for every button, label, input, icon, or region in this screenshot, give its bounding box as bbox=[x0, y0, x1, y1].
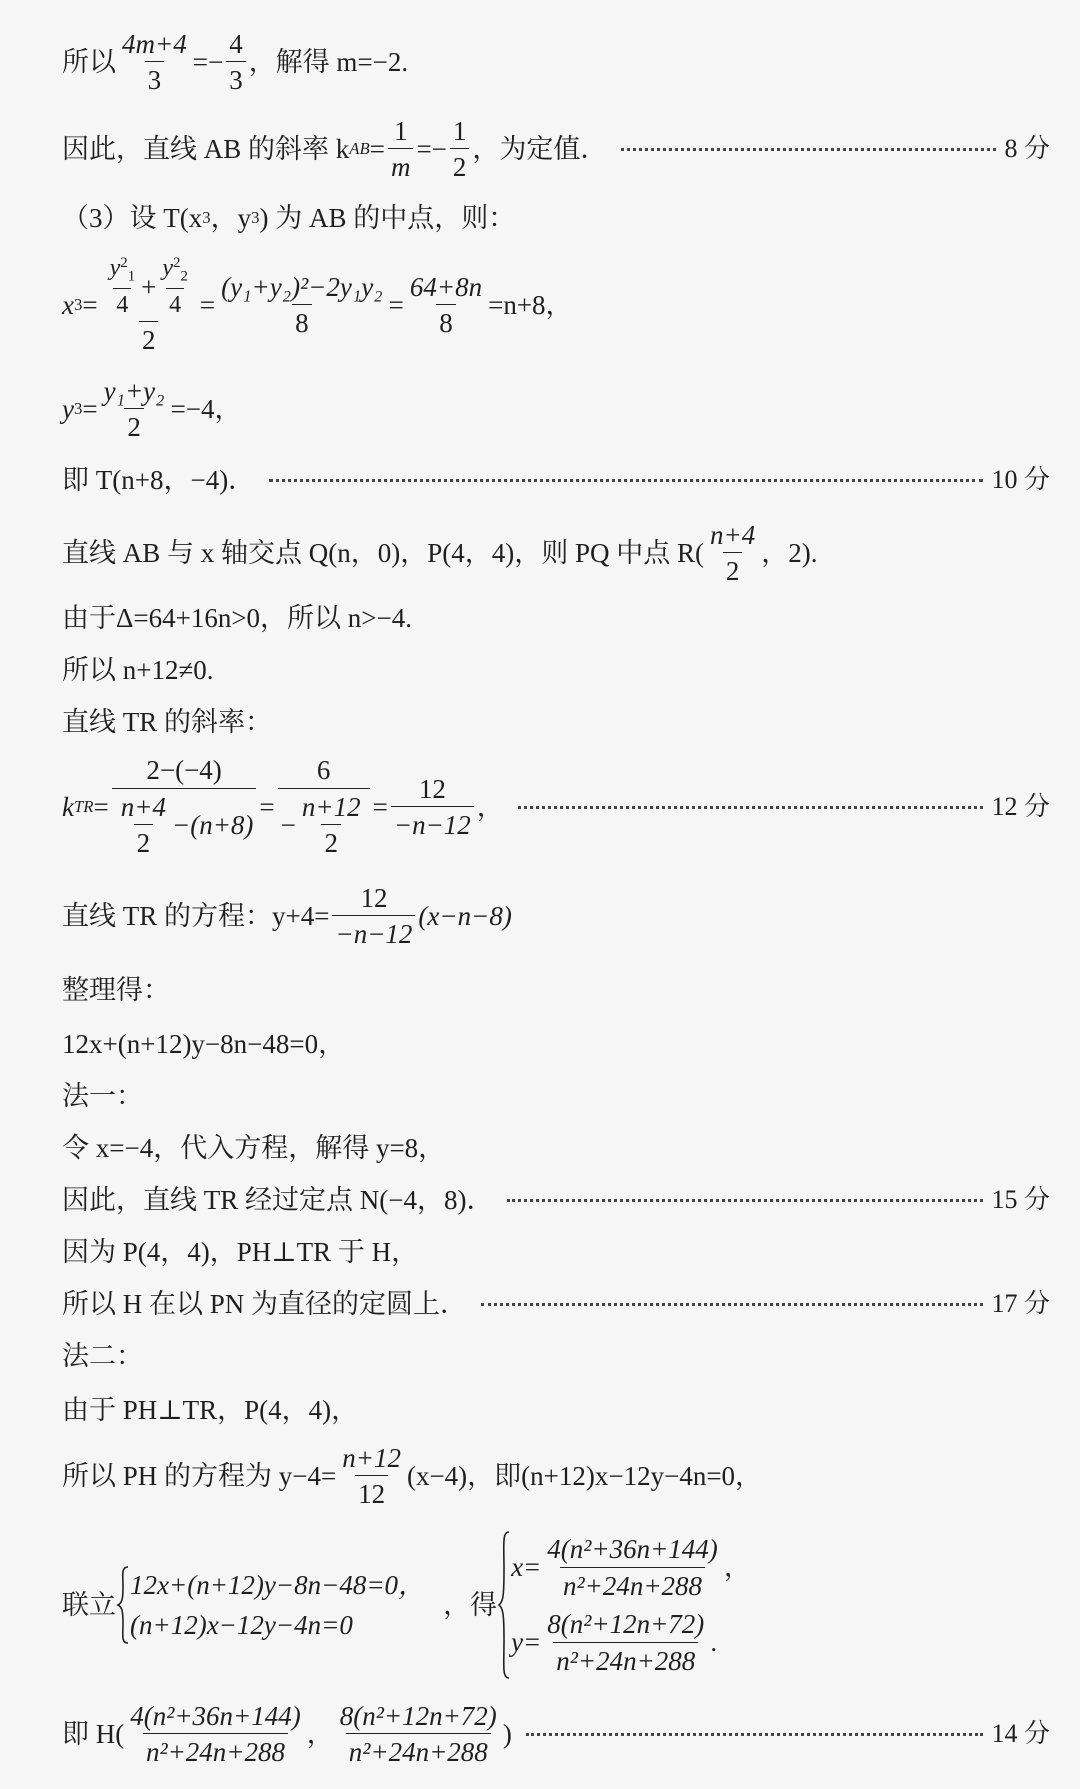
numerator: 6 bbox=[316, 755, 331, 786]
text: ， bbox=[306, 1718, 334, 1749]
text: 法二： bbox=[62, 1340, 143, 1371]
text: −(n+8) bbox=[171, 810, 254, 840]
line-n12 bbox=[62, 652, 1050, 688]
text: =−4， bbox=[170, 393, 242, 424]
text: （3）设 T(x bbox=[62, 202, 203, 233]
text: 因此，直线 AB 的斜率 k bbox=[62, 133, 350, 164]
fraction bbox=[127, 1702, 304, 1767]
text: 即 H( bbox=[62, 1718, 125, 1749]
line-part3 bbox=[62, 200, 1050, 236]
numerator bbox=[107, 256, 139, 288]
fraction bbox=[299, 793, 364, 858]
text: 因此，直线 TR 经过定点 N(−4，8)． bbox=[62, 1184, 494, 1215]
fraction bbox=[544, 1610, 707, 1675]
denominator: 2 bbox=[723, 552, 743, 585]
numerator: 4(n²+36n+144) bbox=[130, 1700, 301, 1731]
numerator: 64+8n bbox=[409, 271, 483, 302]
fraction bbox=[101, 377, 168, 442]
subscript: AB bbox=[349, 138, 370, 158]
text: 即 T(n+8，−4)． bbox=[62, 464, 256, 495]
text: = bbox=[82, 289, 98, 320]
line-k-tr bbox=[62, 752, 1050, 862]
denominator: 8 bbox=[292, 304, 312, 337]
text: 整理得： bbox=[62, 974, 170, 1005]
text: 法一： bbox=[62, 1080, 143, 1111]
line-slope-ab bbox=[62, 115, 1050, 182]
dot-leader bbox=[621, 148, 996, 151]
score-label: 15 分 bbox=[991, 1185, 1050, 1214]
text: 因为 P(4，4)，PH⊥TR 于 H， bbox=[62, 1236, 419, 1267]
numerator: 2−(−4) bbox=[146, 755, 222, 786]
fraction bbox=[107, 256, 139, 318]
denominator: 8 bbox=[436, 304, 456, 337]
text: 由于 PH⊥TR，P(4，4)， bbox=[62, 1394, 359, 1425]
line-tr-equation bbox=[62, 882, 1050, 950]
text: + bbox=[141, 271, 157, 302]
text: 12x+(n+12)y−8n−48=0， bbox=[62, 1028, 346, 1059]
numerator: y₁+y₂ bbox=[103, 375, 165, 406]
text: ) 为 AB 的中点，则： bbox=[259, 202, 516, 233]
fraction bbox=[388, 117, 414, 182]
numerator: n+4 bbox=[710, 519, 756, 550]
denominator: n²+24n+288 bbox=[553, 1642, 698, 1675]
variable: y bbox=[109, 254, 121, 281]
text: = bbox=[372, 791, 388, 822]
denominator: 2 bbox=[450, 148, 470, 181]
fraction bbox=[544, 1535, 721, 1600]
score-label: 12 分 bbox=[991, 792, 1050, 821]
fraction bbox=[332, 884, 415, 949]
fraction bbox=[707, 521, 758, 586]
numerator: n+12 bbox=[301, 791, 361, 822]
denominator: 2 bbox=[321, 824, 341, 857]
denominator: 4 bbox=[113, 288, 131, 318]
line-tr-slope-heading bbox=[62, 704, 1050, 740]
numerator: 12 bbox=[360, 882, 388, 913]
text: 所以 H 在以 PN 为直径的定圆上． bbox=[62, 1288, 468, 1319]
text: ，得 bbox=[443, 1589, 498, 1620]
fraction bbox=[159, 256, 191, 318]
numerator: 8(n²+12n+72) bbox=[547, 1609, 705, 1640]
numerator bbox=[101, 256, 197, 321]
text: = bbox=[369, 133, 385, 164]
text: ) bbox=[502, 1718, 512, 1749]
text: 所以 bbox=[62, 46, 116, 77]
text: (x−4)，即(n+12)x−12y−4n=0， bbox=[406, 1460, 763, 1491]
line-ph-equation bbox=[62, 1442, 1050, 1510]
text: ，2). bbox=[761, 537, 818, 568]
denominator: 3 bbox=[226, 61, 246, 94]
line-x3 bbox=[62, 250, 1050, 360]
variable: x bbox=[62, 289, 74, 320]
denominator: 12 bbox=[355, 1475, 388, 1508]
fraction bbox=[339, 1444, 404, 1509]
numerator: 1 bbox=[393, 115, 408, 146]
text: 由于Δ=64+16n>0，所以 n>−4. bbox=[62, 602, 412, 633]
line-R-point bbox=[62, 519, 1050, 586]
text: 直线 TR 的方程：y+4= bbox=[62, 900, 330, 931]
score-label: 14 分 bbox=[991, 1719, 1050, 1748]
fraction bbox=[226, 30, 246, 95]
line-y3 bbox=[62, 375, 1050, 442]
text: =− bbox=[416, 133, 447, 164]
score-label: 10 分 bbox=[991, 465, 1050, 494]
text: = bbox=[82, 393, 98, 424]
line-perpendicular bbox=[62, 1234, 1050, 1270]
denominator: 3 bbox=[145, 61, 165, 94]
line-H-point bbox=[62, 1700, 1050, 1768]
system-solutions bbox=[511, 1530, 751, 1680]
text: 联立 bbox=[62, 1589, 116, 1620]
denominator bbox=[112, 788, 257, 858]
variable: y bbox=[62, 393, 74, 424]
text: = bbox=[199, 289, 216, 320]
line-ph-perp bbox=[62, 1392, 1050, 1428]
dot-leader bbox=[507, 1199, 983, 1202]
text: =− bbox=[192, 46, 224, 77]
subscript: 3 bbox=[73, 294, 83, 314]
dot-leader bbox=[269, 479, 983, 482]
fraction bbox=[337, 1702, 500, 1767]
numerator: n+12 bbox=[342, 1442, 401, 1473]
text: ，为定值． bbox=[472, 133, 608, 164]
subscript: 2 bbox=[180, 268, 188, 285]
line-method2 bbox=[62, 1338, 1050, 1374]
dot-leader bbox=[481, 1303, 983, 1306]
text: y= bbox=[511, 1627, 542, 1657]
subscript: 3 bbox=[251, 207, 260, 227]
numerator bbox=[159, 256, 191, 288]
x-solution bbox=[511, 1535, 751, 1600]
text: ， bbox=[723, 1552, 751, 1582]
denominator: 2 bbox=[124, 408, 144, 441]
left-brace-icon bbox=[497, 1530, 511, 1680]
numerator: 12 bbox=[418, 773, 446, 804]
fraction bbox=[218, 273, 386, 338]
text: 令 x=−4，代入方程，解得 y=8， bbox=[62, 1132, 446, 1163]
equation-2: (n+12)x−12y−4n=0 bbox=[130, 1609, 353, 1640]
denominator: 4 bbox=[166, 288, 184, 318]
text: ，解得 m=−2. bbox=[248, 46, 409, 77]
subscript: TR bbox=[73, 796, 94, 816]
variable: k bbox=[62, 791, 74, 822]
denominator: 2 bbox=[134, 824, 154, 857]
numerator: 1 bbox=[452, 115, 467, 146]
text: x= bbox=[511, 1552, 542, 1582]
line-fixed-point bbox=[62, 1182, 1050, 1218]
fraction bbox=[407, 273, 485, 338]
denominator: m bbox=[388, 148, 414, 181]
fraction bbox=[450, 117, 470, 182]
fraction bbox=[119, 30, 190, 95]
fraction bbox=[101, 256, 197, 355]
denominator bbox=[278, 788, 370, 858]
subscript: 3 bbox=[73, 398, 83, 418]
line-substitute bbox=[62, 1130, 1050, 1166]
text: − bbox=[280, 810, 296, 840]
numerator: (y₁+y₂)²−2y₁y₂ bbox=[221, 271, 383, 302]
dot-leader bbox=[526, 1733, 984, 1736]
fraction bbox=[278, 756, 370, 857]
line-method1 bbox=[62, 1078, 1050, 1114]
line-circle bbox=[62, 1286, 1050, 1322]
denominator: n²+24n+288 bbox=[346, 1733, 491, 1766]
line-T-point bbox=[62, 462, 1050, 498]
text: (x−n−8) bbox=[418, 900, 512, 931]
subscript: 1 bbox=[127, 268, 136, 285]
text: = bbox=[93, 791, 109, 822]
numerator: n+4 bbox=[120, 791, 166, 822]
text: 所以 PH 的方程为 y−4= bbox=[62, 1460, 337, 1491]
numerator: 8(n²+12n+72) bbox=[339, 1700, 497, 1731]
text: ， bbox=[476, 791, 504, 822]
line-m-solve bbox=[62, 28, 1050, 95]
y-solution bbox=[511, 1610, 751, 1675]
denominator: n²+24n+288 bbox=[143, 1733, 288, 1766]
score-label: 17 分 bbox=[991, 1289, 1050, 1318]
text: 直线 TR 的斜率： bbox=[62, 706, 273, 737]
line-system bbox=[62, 1530, 1050, 1680]
text: = bbox=[259, 791, 275, 822]
numerator: 4m+4 bbox=[122, 28, 187, 59]
text: . bbox=[710, 1627, 718, 1657]
line-delta bbox=[62, 600, 1050, 636]
text: = bbox=[388, 289, 404, 320]
variable: y bbox=[162, 254, 174, 281]
fraction bbox=[391, 775, 474, 840]
numerator: 4(n²+36n+144) bbox=[547, 1534, 718, 1565]
text: =n+8， bbox=[488, 289, 573, 320]
text: ，y bbox=[210, 202, 252, 233]
line-general-form bbox=[62, 1026, 1050, 1062]
line-simplify bbox=[62, 972, 1050, 1008]
denominator: −n−12 bbox=[332, 915, 415, 948]
fraction bbox=[118, 793, 169, 858]
left-brace-icon bbox=[116, 1565, 130, 1645]
denominator: −n−12 bbox=[391, 806, 474, 839]
superscript: 2 bbox=[120, 254, 128, 271]
numerator: 4 bbox=[229, 28, 243, 59]
subscript: 3 bbox=[202, 207, 211, 227]
solution-system bbox=[497, 1530, 751, 1680]
text: 直线 AB 与 x 轴交点 Q(n，0)，P(4，4)，则 PQ 中点 R( bbox=[62, 537, 705, 568]
equation-system bbox=[116, 1565, 425, 1645]
equation-1: 12x+(n+12)y−8n−48=0， bbox=[130, 1569, 426, 1600]
dot-leader bbox=[518, 806, 984, 809]
score-label: 8 分 bbox=[1004, 134, 1050, 163]
denominator: 2 bbox=[139, 321, 159, 354]
fraction bbox=[112, 756, 257, 857]
system-equations bbox=[130, 1565, 425, 1645]
text: 所以 n+12≠0. bbox=[62, 654, 214, 685]
denominator: n²+24n+288 bbox=[560, 1567, 705, 1600]
superscript: 2 bbox=[173, 254, 181, 271]
